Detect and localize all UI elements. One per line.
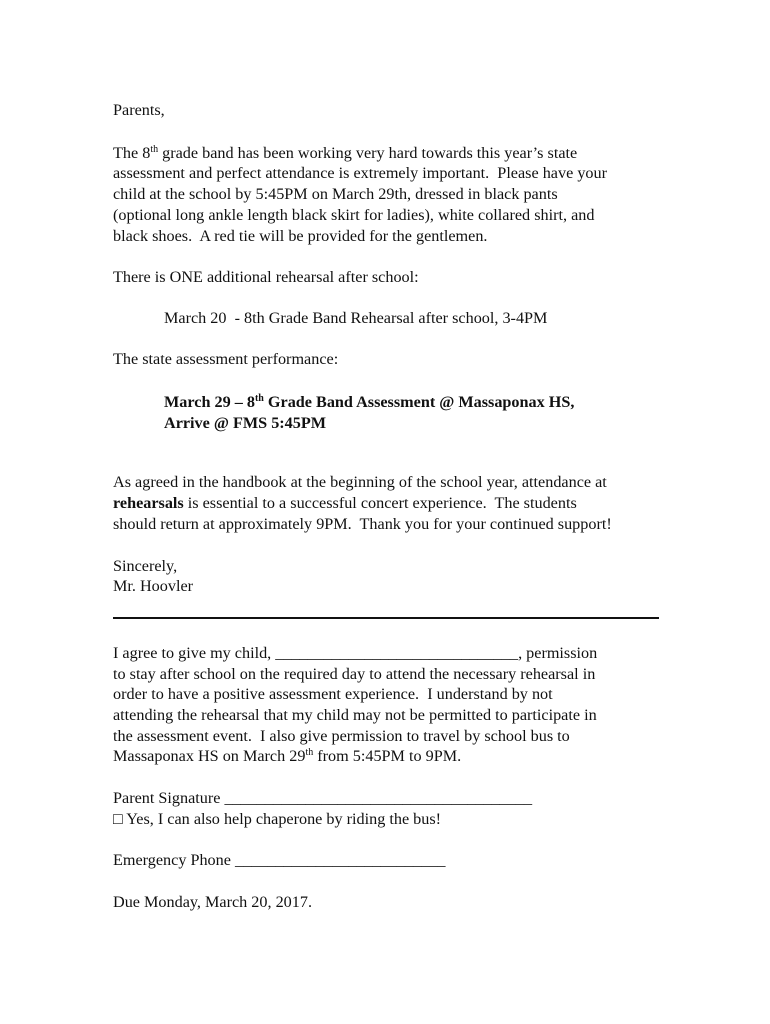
paragraph-line: (optional long ankle length black skirt for ladies), white collared shirt, and: [113, 206, 595, 224]
text-span: March 29 – 8: [164, 393, 255, 411]
agreement-line: to stay after school on the required day to attend the necessary rehearsal in: [113, 665, 596, 683]
text-span: The 8: [113, 144, 151, 162]
closing: Sincerely,: [113, 557, 178, 575]
chaperone-option[interactable]: [113, 809, 441, 829]
performance-line: Arrive @ FMS 5:45PM: [164, 414, 327, 432]
paragraph-line: [113, 143, 577, 163]
rehearsal-intro: There is ONE additional rehearsal after school:: [113, 268, 419, 286]
text-span: Grade Band Assessment @ Massaponax HS,: [263, 393, 575, 411]
emergency-phone-field[interactable]: Emergency Phone __________________________: [113, 851, 446, 869]
paragraph-line: [113, 493, 577, 513]
performance-line: [164, 392, 574, 412]
parent-signature-field[interactable]: Parent Signature ______________________________________: [113, 789, 533, 807]
performance-intro: The state assessment performance:: [113, 350, 339, 368]
checkbox-icon[interactable]: □: [113, 810, 123, 828]
due-date: Due Monday, March 20, 2017.: [113, 893, 313, 911]
agreement-line: [113, 746, 461, 766]
divider-line: [113, 617, 659, 619]
paragraph-line: child at the school by 5:45PM on March 29th, dressed in black pants: [113, 185, 558, 203]
bold-text: rehearsals: [113, 494, 184, 512]
text-span: grade band has been working very hard towards this year’s state: [158, 144, 578, 162]
paragraph-line: assessment and perfect attendance is extremely important. Please have your: [113, 164, 607, 182]
agreement-line: the assessment event. I also give permission to travel by school bus to: [113, 727, 570, 745]
paragraph-line: As agreed in the handbook at the beginning of the school year, attendance at: [113, 473, 607, 491]
superscript: th: [254, 393, 264, 404]
rehearsal-item: March 20 - 8th Grade Band Rehearsal after school, 3-4PM: [164, 309, 548, 327]
agreement-line: attending the rehearsal that my child may not be permitted to participate in: [113, 706, 597, 724]
salutation: Parents,: [113, 101, 165, 119]
paragraph-line: should return at approximately 9PM. Thank you for your continued support!: [113, 515, 612, 533]
text-span: Massaponax HS on March 29: [113, 747, 306, 765]
text-span: from 5:45PM to 9PM.: [313, 747, 462, 765]
paragraph-line: black shoes. A red tie will be provided for the gentlemen.: [113, 227, 488, 245]
text-span: is essential to a successful concert experience. The students: [183, 494, 577, 512]
superscript: th: [150, 144, 159, 155]
agreement-line: order to have a positive assessment experience. I understand by not: [113, 685, 553, 703]
agreement-line: I agree to give my child, ______________________________, permission: [113, 644, 598, 662]
chaperone-label: Yes, I can also help chaperone by riding the bus!: [122, 810, 442, 828]
superscript: th: [305, 747, 314, 758]
signer-name: Mr. Hoovler: [113, 577, 194, 595]
